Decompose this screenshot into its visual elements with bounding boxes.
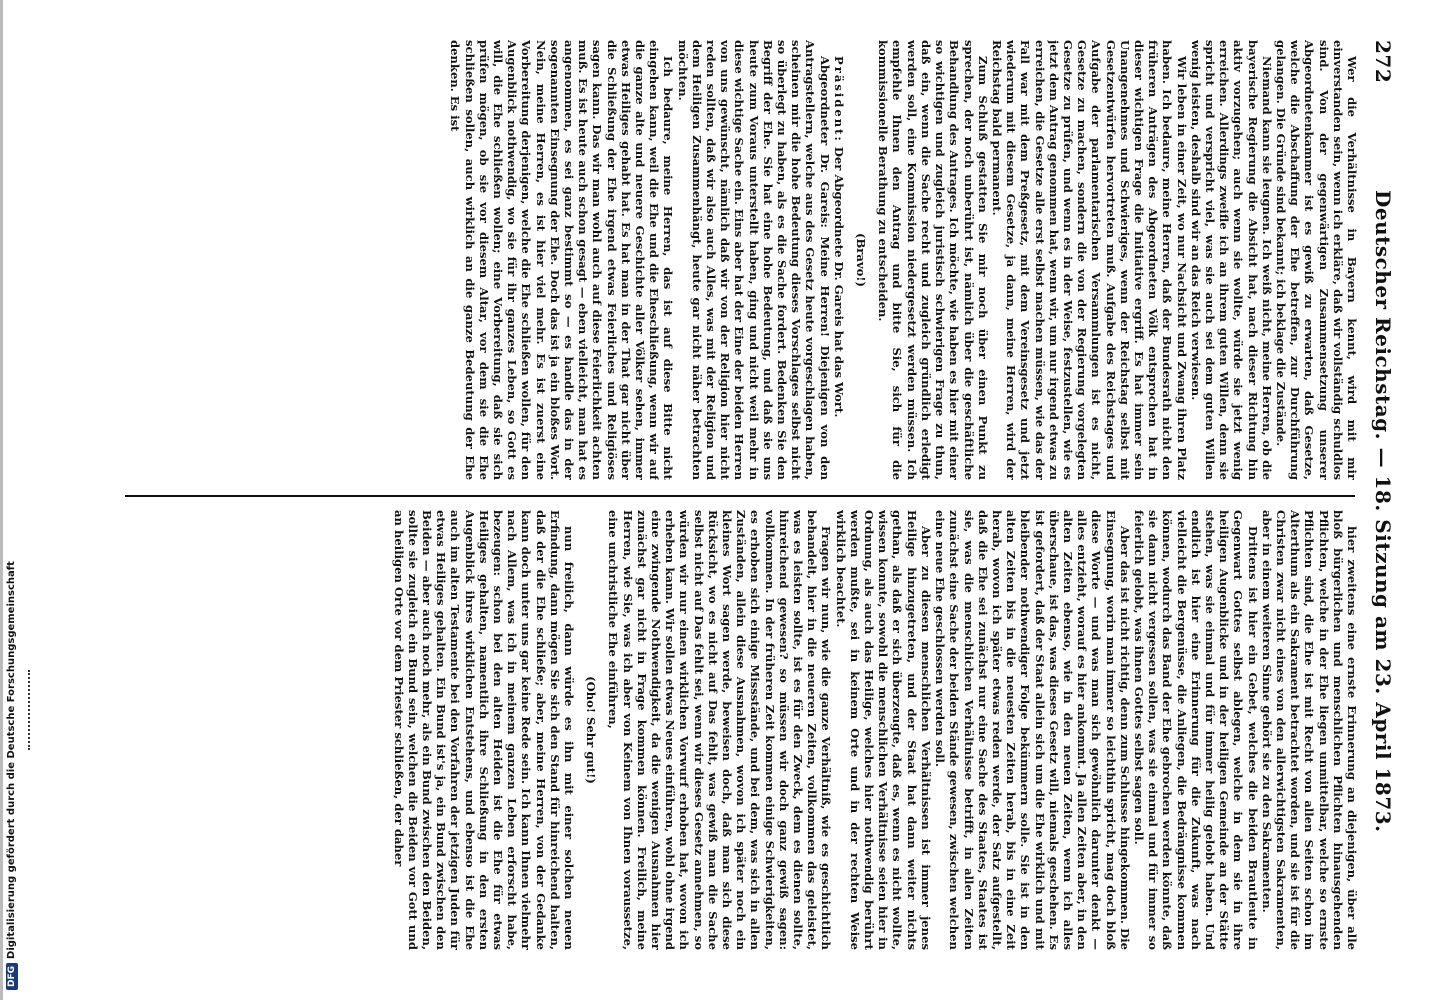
paragraph: Ich bedaure, meine Herren, das ist auf diese Bitte nicht eingehen kann, weil die Ehe und die Eheschließung, wenn wir auf die ganze alte und neuere Geschichte aller Völker sehen, immer etwas Heiliges gehabt hat. Es hat man in der That gar nicht über die Schließung der Ehe irgend etwas Feierliches und Religiöses sagen kann. Das wir man wohl auch auf diese Feierlichkeit achten muß. Es ist heute auch schon gesagt — eben vielleicht, man hat es angenommen, es sei ganz bestimmt so — es handle das in der sogenannten Einsegnung der Ehe. Doch das ist ja ein bloßes Wort. Nein, meine Herren, es ist hier viel mehr. Es ist zuerst eine Vorbereitung derjenigen, welche die Ehe schließen wollen, für den Augenblick nothwendig, wo sie für ihr ganzes Leben, so Gott es will, die Ehe schließen wollen; eine Vorbereitung, daß sie sich prüfen mögen, ob sie vor diesem Altar, vor dem sie die Ehe schließen sollen, auch wirklich an die ganze Bedeutung der Ehe denken. Es ist (448, 40, 676, 480)
rotated-page (95, 40, 1395, 990)
paragraph: Zum Schluß gestatten Sie mir noch über einen Punkt zu sprechen, der noch unberührt ist, nämlich über die geschäftliche Behandlung des Antrages. Ich möchte, wie haben es hier mit einer so wichtigen und zugleich juristisch schwierigen Frage zu thun, daß ein, wenn die Sache recht und zugleich gründlich erledigt werden soll, eine Kommission niedergesetzt werden müssen. Ich empfehle Ihnen den Antrag und bitte Sie, sich für die kommissionelle Berathung zu entscheiden. (876, 40, 990, 480)
paragraph: Niemand kann sie leugnen. Ich weiß nicht, meine Herren, ob die bayerische Regierung die Absicht hat, nach dieser Richtung hin aktiv vorzugehen; auch wenn sie wollte, würde sie jetzt wenig erreichen. Allerdings zweifle ich an ihrem guten Willen, denn sie spricht und verspricht viel, was sie auch sei dem guten Willen wenig leisten, deshalb sind wir an das Reich verwiesen. (1188, 40, 1274, 480)
right-column (109, 510, 1359, 950)
column-rule (125, 495, 1355, 497)
paragraph: Wir leben in einer Zeit, wo nur Nachsicht und Zwang ihren Platz haben. Ich bedaure, meine Herren, daß der Bundesrath nicht den früheren Anträgen des Abgeordneten Völk entsprochen hat in dieser wichtigen Frage die Initiative ergriff. Es hat immer sein Unangenehmes und Schwieriges, wenn der Reichstag selbst mit Gesetzentwürfen hervortreten muß. Aufgabe des Reichstages und Aufgabe der parlamentarischen Versammlungen ist es nicht, Gesetze zu machen, sondern die von der Regierung vorgelegten Gesetze zu prüfen, und wenn es in der Weise, festzustellen, wie es jetzt dem Antrag genommen hat, wenn wir, um nur irgend etwas zu erreichen, die Gesetze alle erst selbst machen müssen, wie das der Fall war mit dem Preßgesetz, mit dem Vereinsgesetz und jetzt wiederum mit diesem Gesetze, ja dann, meine Herren, wird der Reichstag bald permanent. (989, 40, 1189, 480)
president-line (832, 40, 846, 480)
president-text: Der Abgeordnete Dr. Gareis hat das Wort. (831, 142, 846, 418)
paragraph: Aber zu diesen menschlichen Verhältnissen ist immer jenes Heilige hinzugetreten, und der Staat hat dann weiter nichts gethan, als daß er sich überzeugte, daß es, wenn es nicht wollte, wissen konnte, sowohl die menschlichen Verhältnisse seien hier in Ordnung, als auch das Heilige, welches hier nothwendig berührt werden mußte, sei in keinem Orte und in der rechten Weise wirklich beachtet. (833, 510, 933, 950)
paragraph: Aber das ist nicht richtig, denn zum Schlusse hingekommen. Die Einsegnung, worin man immer so leichthin spricht, mag doch bloß diese Worte — und was man sich gewöhnlich darunter denkt — alles entzieht, worauf es hier ankommt. Ja allen Zeiten aber, in den alten Zeiten ebenso, wie in den neuen Zeiten, wenn ich alles überschaue, ist das, was dieses Gesetz will, niemals geschehen. Es ist gefordert, daß der Staat allein sich um die Ehe wirklich und mit bleibender nothwendiger Folge bekümmern solle. Sie ist in den alten Zeiten bis in die neuesten Zeiten herab, bis in eine Zeit herab, wovon ich später etwas reden werde, der Satz aufgestellt, daß die Ehe sei zunächst nur eine Sache des Staates, Staates ist sie, was die menschlichen Verhältnisse betrifft, in allen Zeiten zunächst eine Sache der beiden Stände gewesen, zwischen welchen eine neue Ehe geschlossen werden soll. (933, 510, 1132, 950)
dfg-logo: DFG (6, 963, 18, 990)
running-head: Deutscher Reichstag. — 18. Sitzung am 23. April 1873. (1371, 190, 1395, 833)
funding-footer (6, 561, 18, 990)
margin-marks (28, 670, 38, 750)
left-column (109, 40, 1359, 480)
page-number: 272 (1371, 40, 1395, 84)
paragraph: Wer die Verhältnisse in Bayern kennt, wird mit mir einverstanden sein, wenn ich erkläre, daß wir vollständig schuldlos sind. Von der gegenwärtigen Zusammensetzung unserer Abgeordnetenkammer ist es gewiß zu erwarten, daß Gesetze, welche die Abschaffung der Ehe betreffen, zur Durchführung gelangen. Die Gründe sind bekannt; ich beklage die Zustände. (1273, 40, 1359, 480)
paragraph: hier zweitens eine ernste Erinnerung an diejenigen, über alle bloß bürgerlichen und menschlichen Pflichten hinausgehenden Pflichten, welche in der Ehe liegen unmittelbar, welche so ernste Pflichten sind, die Ehe ist mit Recht von allen Seiten schon im Alterthum als ein Sakrament betrachtet worden, und sie ist für die Christen zwar nicht eines von den allerwichtigsten Sakramenten, aber in einem weiteren Sinne gehört sie zu den Sakramenten. (1259, 510, 1359, 950)
paragraph: Abgeordneter Dr. Gareis: Meine Herren! Diejenigen von den Antragstellern, welche aus des Gesetz heute vorgeschlagen haben, scheinen mir die hohe Bedeutung dieses Vorschlages selbst nicht so überlegt zu haben, als es die Sache fordert. Bedenken Sie den Begriff der Ehe. Sie hat eine hohe Bedeutung, und daß sie uns heute zum Voraus unterstellt haben, ging und nicht weil mehr in diese wichtige Sache ein. Eins aber hat der Eine der beiden Herren von uns gewünscht, nämlich daß wir von der Religion hier nicht reden sollten, daß wir also auch Alles, was mit der Religion und dem Heiligen Zusammenhängt, heute gar nicht näher betrachten möchten. (675, 40, 832, 480)
scan-edge (0, 0, 3, 1000)
paragraph: Fragen wir nun, wie die ganze Verhältniß, wie es geschichtlich behandelt, hier in die neueren Zeiten, vollkommen das geleistet, was es leisten sollte, ist es für den Zweck, dem es dienen sollte, hinreichend gewesen? so müssen wir doch ganz gewiß sagen: vollkommen. In der früheren Zeit kommen einige Schwierigkeiten, es erhoben sich einige Missstände, und bei dem, was sich in allen Zuständen, allein diese Ausnahmen, wovon ich später noch ein kleines Wort sagen werde, beweisen doch, daß man sich diese Rücksicht, wo es nicht auf Das fehlt, was gewiß man die Sache selbst nicht auf Das fehlt sei, wenn wir dieses Gesetz annehmen, so würden wir nur einen wirklichen Vorwurf erhoben hat, wovon ich erheben kann. Wir sollen etwas Neues einführen, wohl ohne irgend eine zwingende Nothwendigkeit, da die wenigen Ausnahmen hier zunächst gar nicht in Frage kommen können. Freilich, meine Herren, wie Sie, was ich aber von Keinem von Ihnen voraussetze, eine unchristliche Ehe einführen, (606, 510, 834, 950)
paragraph: Drittens ist hier ein Gebet, welches die beiden Brautleute in Gegenwart Gottes selbst ablegen, welche in dem sie in ihre heiligen Augenblicke und in der heiligen Gemeinde an der Stätte stehen, was sie einmal und für immer heilig gelobt haben. Und endlich ist hier eine Erinnerung für die Zukunft, was nach vielleicht die Bergenüsse, die Anliegen, die Bedrängnisse kommen können, wodurch das Band der Ehe gebrochen werden könnte, daß sie dann nicht vergessen sollen, was sie einmal und für immer so feierlich gelobt, was ihnen Gottes selbst sagen soll. (1131, 510, 1260, 950)
funding-text: Digitalisierung gefördert durch die Deutsche Forschungsgemeinschaft (6, 561, 17, 959)
stage-direction-sehr-gut: (Oho! Sehr gut!) (584, 676, 599, 784)
paragraph: nun freilich, dann würde es ihn mit einer solchen neuen Erfindung, dann mögen Sie sich den Stand für hinreichend halten, daß der die Ehe schließe; aber, meine Herren, von der Gedanke kann doch unter uns gar keine Rede sein. Ich kann Ihnen vielmehr nach Allem, was ich in meinem ganzen Leben erforscht habe, bezeugen: schon bei den alten Heiden ist die Ehe für etwas Heiliges gehalten, namentlich ihre Schließung in den ersten Augenblick ihres wirklichen Entstehens, und ebenso ist die Ehe auch im alten Testamente bei den Vorfahren der jetzigen Juden für etwas Heiliges gehalten. Ein Bund ist's ja, ein Bund zwischen den Beiden — aber auch noch mehr, als ein Bund zwischen den Beiden, sollte sie zugleich ein Bund sein, welchen die Beiden vor Gott und an heiligen Orte vor dem Priester schließen, der daher (391, 510, 577, 950)
speaker-president: Präsident: (831, 56, 846, 143)
stage-direction-bravo: (Bravo!) (854, 233, 869, 287)
page-header (1361, 40, 1395, 990)
